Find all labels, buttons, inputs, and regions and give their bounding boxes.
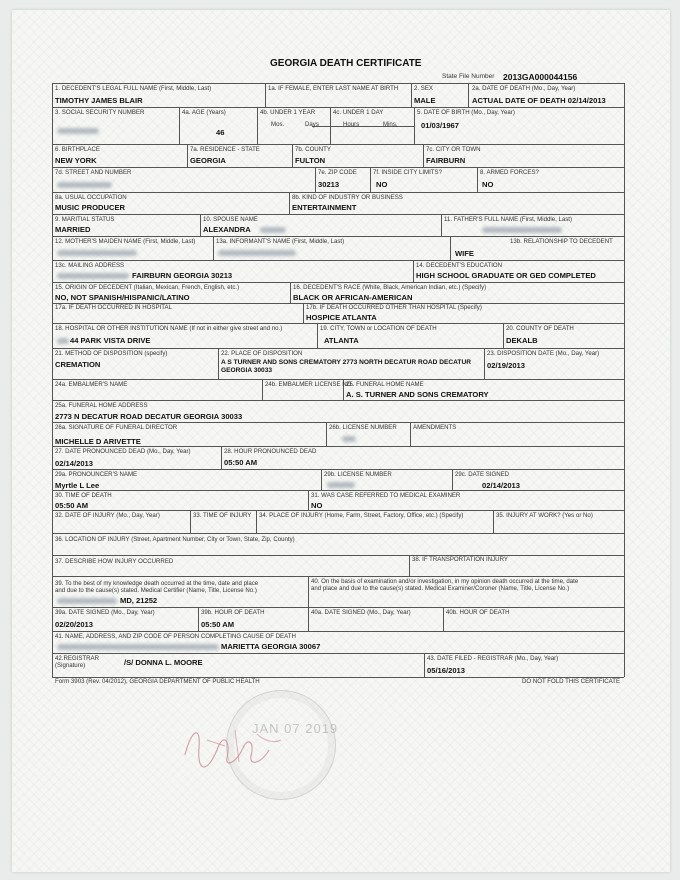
minutes-label: Mins. [383,121,398,128]
zip-value: 30213 [318,180,340,189]
disposition-date-value: 02/19/2013 [487,361,526,370]
race-value: BLACK OR AFRICAN-AMERICAN [293,293,413,302]
funeral-home-value: A. S. TURNER AND SONS CREMATORY [346,390,489,399]
decedent-name: TIMOTHY JAMES BLAIR [55,96,143,105]
field-22-label: 22. PLACE OF DISPOSITION [221,350,303,357]
field-31-label: 31. WAS CASE REFERRED TO MEDICAL EXAMINER [311,492,461,499]
field-32-label: 32. DATE OF INJURY (Mo., Day, Year) [55,512,160,519]
origin-value: NO, NOT SPANISH/HISPANIC/LATINO [55,293,190,302]
completer-name-redaction [57,644,219,650]
field-39-label-line2: and due to the cause(s) stated. Medical Certifier (Name, Title, License No.) [55,587,257,594]
state-file-label: State File Number [442,73,495,80]
education-value: HIGH SCHOOL GRADUATE OR GED COMPLETED [416,271,596,280]
field-40-label-line1: 40. On the basis of examination and/or investigation, in my opinion death occurred at the time, date [311,578,579,585]
ssn-redaction [57,128,99,134]
institution-address-value: 44 PARK VISTA DRIVE [70,336,151,345]
county-value: FULTON [295,156,326,165]
field-7a-label: 7a. RESIDENCE - STATE [190,146,260,153]
director-license-redaction [342,436,356,442]
field-28-label: 28. HOUR PRONOUNCED DEAD [224,448,317,455]
medical-examiner-value: NO [311,501,323,510]
marital-status-value: MARRIED [55,225,91,234]
field-7f-label: 7f. INSIDE CITY LIMITS? [373,169,442,176]
field-26b-label: 26b. LICENSE NUMBER [329,424,397,431]
armed-forces-value: NO [482,180,494,189]
field-2-label: 2. SEX [414,85,433,92]
date-of-death-value: ACTUAL DATE OF DEATH 02/14/2013 [472,96,606,105]
amendments-label: AMENDMENTS [413,424,457,431]
completer-address-value: MARIETTA GEORGIA 30067 [221,642,321,651]
field-4c-label: 4c. UNDER 1 DAY [333,109,384,116]
mother-name-redaction [57,250,137,256]
field-39b-label: 39b. HOUR OF DEATH [201,609,265,616]
sex-value: MALE [414,96,436,105]
certificate-title: GEORGIA DEATH CERTIFICATE [270,58,422,69]
field-2a-label: 2a. DATE OF DEATH (Mo., Day, Year) [472,85,576,92]
days-label: Days [305,121,319,128]
field-39a-label: 39a. DATE SIGNED (Mo., Day, Year) [55,609,155,616]
city-value: FAIRBURN [426,156,466,165]
field-1-label: 1. DECEDENT'S LEGAL FULL NAME (First, Middle, Last) [55,85,212,92]
pronouncer-license-redaction [327,482,355,488]
birthplace-value: NEW YORK [55,156,97,165]
relationship-value: WIFE [455,249,474,258]
field-40a-label: 40a. DATE SIGNED (Mo., Day, Year) [311,609,411,616]
place-of-death-value: HOSPICE ATLANTA [306,313,377,322]
field-29b-label: 29b. LICENSE NUMBER [324,471,392,478]
residence-state-value: GEORGIA [190,156,226,165]
field-8-label: 8. ARMED FORCES? [480,169,539,176]
street-redaction [57,182,112,188]
mailing-address-value: FAIRBURN GEORGIA 30213 [132,271,233,280]
occupation-value: MUSIC PRODUCER [55,203,126,212]
date-pronounced-value: 02/14/2013 [55,459,94,468]
registrar-signature-icon [177,710,287,780]
field-42-label-line2: (Signature) [55,662,86,669]
field-18-label: 18. HOSPITAL OR OTHER INSTITUTION NAME (If not in either give street and no.) [55,325,283,332]
field-7b-label: 7b. COUNTY [295,146,331,153]
field-40-label-line2: and place and due to the cause(s) stated. Medical Examiner/Coroner (Name, Title, License No.) [311,585,570,592]
funeral-director-value: MICHELLE D ARIVETTE [55,437,141,446]
seal-date: JAN 07 2019 [252,721,339,736]
field-1a-label: 1a. IF FEMALE, ENTER LAST NAME AT BIRTH [268,85,399,92]
field-7d-label: 7d. STREET AND NUMBER [55,169,132,176]
form-footer: Form 3903 (Rev. 04/2012), GEORGIA DEPARTMENT OF PUBLIC HEALTH [55,678,260,685]
field-30-label: 30. TIME OF DEATH [55,492,112,499]
field-12-label: 12. MOTHER'S MAIDEN NAME (First, Middle, Last) [55,238,196,245]
informant-name-redaction [218,250,296,256]
hour-pronounced-value: 05:50 AM [224,458,258,467]
certificate-paper [12,10,670,872]
father-name-redaction [482,227,562,233]
field-5-label: 5. DATE OF BIRTH (Mo., Day, Year) [417,109,515,116]
institution-number-redaction [57,338,69,344]
field-37-label: 37. DESCRIBE HOW INJURY OCCURRED [55,558,174,565]
field-4a-label: 4a. AGE (Years) [182,109,226,116]
field-38-label: 38. IF TRANSPORTATION INJURY [412,556,508,563]
city-of-death-value: ATLANTA [324,336,359,345]
field-3-label: 3. SOCIAL SECURITY NUMBER [55,109,145,116]
field-8a-label: 8a. USUAL OCCUPATION [55,194,127,201]
field-4b-label: 4b. UNDER 1 YEAR [260,109,316,116]
field-13a-label: 13a. INFORMANT'S NAME (First, Middle, Last) [216,238,345,245]
certifier-hour-value: 05:50 AM [201,620,235,629]
fold-warning: DO NOT FOLD THIS CERTIFICATE [522,678,621,685]
field-13b-label: 13b. RELATIONSHIP TO DECEDENT [510,238,613,245]
field-20-label: 20. COUNTY OF DEATH [506,325,574,332]
field-9-label: 9. MARITIAL STATUS [55,216,115,223]
field-29c-label: 29c. DATE SIGNED [455,471,510,478]
field-25-label: 25. FUNERAL HOME NAME [346,381,424,388]
mailing-address-redaction [57,273,129,279]
field-34-label: 34. PLACE OF INJURY (Home, Farm, Street, Factory, Office, etc.) (Specify) [259,512,464,519]
field-24b-label: 24b. EMBALMER LICENSE NO. [265,381,354,388]
pronouncer-name-value: Myrtle L Lee [55,481,100,490]
field-10-label: 10. SPOUSE NAME [203,216,258,223]
registrar-signature-value: /S/ DONNA L. MOORE [124,658,203,667]
state-file-number: 2013GA000044156 [503,72,578,82]
field-29a-label: 29a. PRONOUNCER'S NAME [55,471,138,478]
months-label: Mos. [271,121,285,128]
field-23-label: 23. DISPOSITION DATE (Mo., Day, Year) [487,350,600,357]
field-40b-label: 40b. HOUR OF DEATH [446,609,510,616]
age-value: 46 [216,128,225,137]
field-7e-label: 7e. ZIP CODE [318,169,357,176]
hours-label: Hours [343,121,360,128]
field-41-label: 41. NAME, ADDRESS, AND ZIP CODE OF PERSON COMPLETING CAUSE OF DEATH [55,633,296,640]
field-11-label: 11. FATHER'S FULL NAME (First, Middle, Last) [444,216,573,223]
field-27-label: 27. DATE PRONOUNCED DEAD (Mo., Day, Year) [55,448,191,455]
field-25a-label: 25a. FUNERAL HOME ADDRESS [55,402,148,409]
field-39-label-line1: 39. To the best of my knowledge death occurred at the time, date and place [55,580,259,587]
date-signed-value: 02/14/2013 [482,481,521,490]
time-of-death-value: 05:50 AM [55,501,89,510]
certifier-value: MD, 21252 [120,596,158,605]
field-16-label: 16. DECEDENT'S RACE (White, Black, American Indian, etc.) (Specify) [293,284,487,291]
spouse-name-value: ALEXANDRA [203,225,251,234]
date-of-birth-value: 01/03/1967 [421,121,460,130]
field-15-label: 15. ORIGIN OF DECEDENT (Italian, Mexican, French, English, etc.) [55,284,240,291]
certifier-date-signed-value: 02/20/2013 [55,620,94,629]
field-21-label: 21. METHOD OF DISPOSITION (specify) [55,350,168,357]
field-19-label: 19. CITY, TOWN or LOCATION OF DEATH [320,325,437,332]
field-36-label: 36. LOCATION OF INJURY (Street, Apartment Number, City or Town, State, Zip, County) [55,536,295,543]
inside-city-limits-value: NO [376,180,388,189]
county-of-death-value: DEKALB [506,336,538,345]
field-24a-label: 24a. EMBALMER'S NAME [55,381,128,388]
funeral-home-address-value: 2773 N DECATUR ROAD DECATUR GEORGIA 30033 [55,412,243,421]
field-26a-label: 26a. SIGNATURE OF FUNERAL DIRECTOR [55,424,178,431]
field-42-label-line1: 42.REGISTRAR [55,655,100,662]
field-43-label: 43. DATE FILED - REGISTRAR (Mo., Day, Year) [427,655,559,662]
field-13c-label: 13c. MAILING ADDRESS [55,262,125,269]
date-filed-value: 05/16/2013 [427,666,466,675]
field-33-label: 33. TIME OF INJURY [193,512,252,519]
disposition-method-value: CREMATION [55,360,101,369]
industry-value: ENTERTAINMENT [292,203,357,212]
field-14-label: 14. DECEDENT'S EDUCATION [416,262,503,269]
field-35-label: 35. INJURY AT WORK? (Yes or No) [496,512,593,519]
spouse-surname-redaction [260,227,286,233]
field-6-label: 6. BIRTHPLACE [55,146,100,153]
disposition-place-line2: GEORGIA 30033 [221,367,273,374]
disposition-place-line1: A S TURNER AND SONS CREMATORY 2773 NORTH DECATUR ROAD DECATUR [221,359,471,366]
field-8b-label: 8b. KIND OF INDUSTRY OR BUSINESS [292,194,403,201]
certifier-name-redaction [57,598,117,604]
field-17b-label: 17b. IF DEATH OCCURRED OTHER THAN HOSPITAL (Specify) [306,304,482,311]
field-17a-label: 17a. IF DEATH OCCURRED IN HOSPITAL [55,304,172,311]
field-7c-label: 7c. CITY OR TOWN [426,146,481,153]
